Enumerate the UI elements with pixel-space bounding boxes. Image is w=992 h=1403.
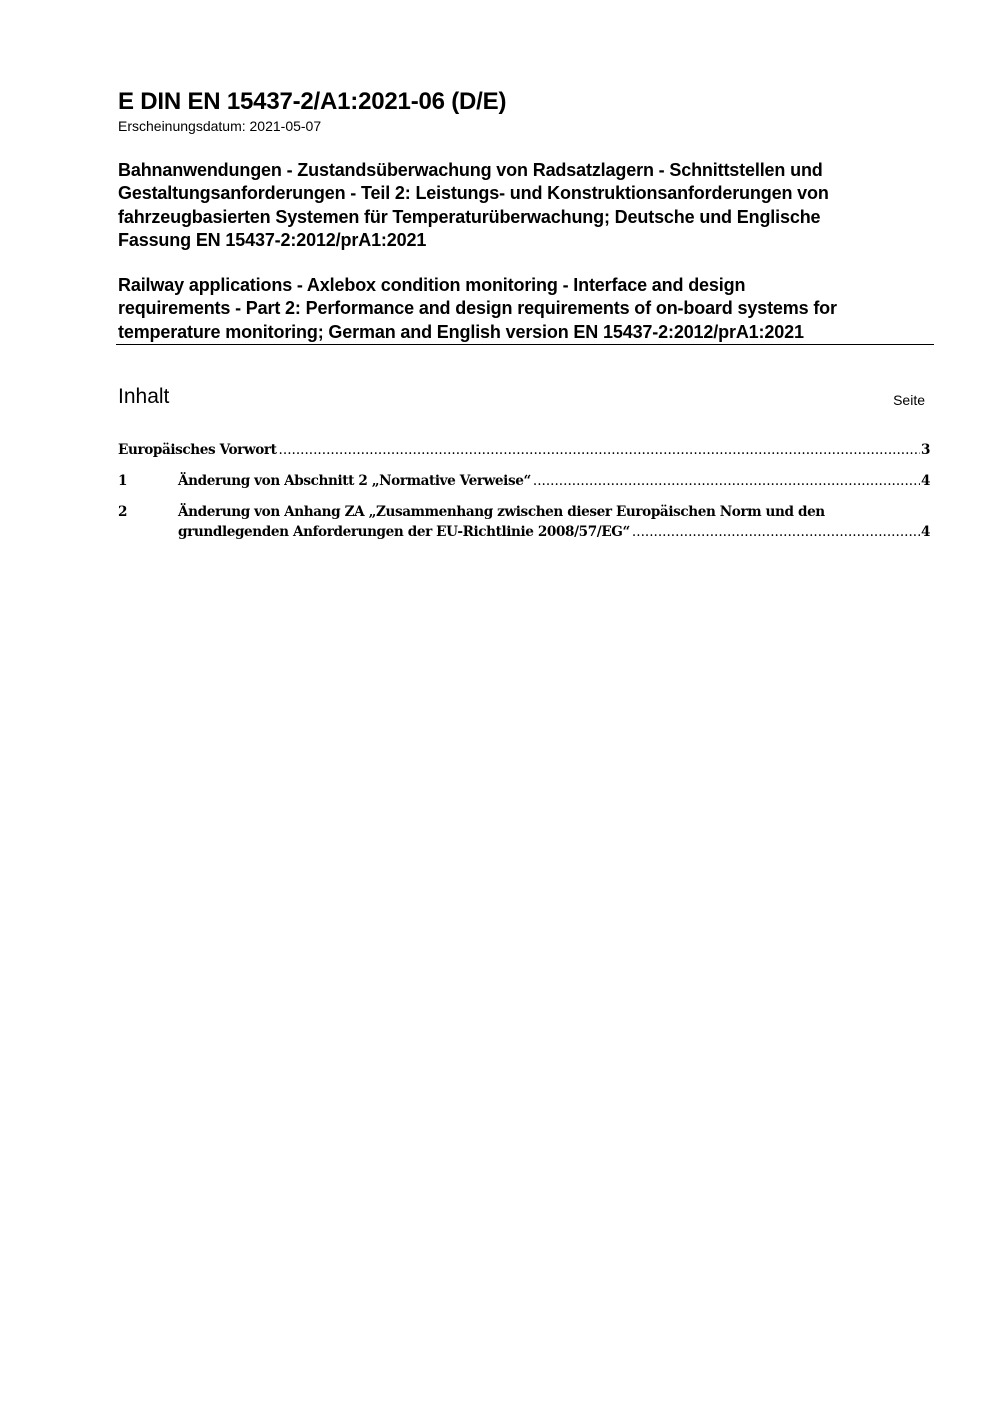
- toc-entry-foreword[interactable]: [118, 440, 930, 460]
- toc-entry-row: [118, 502, 930, 522]
- document-header: [118, 88, 938, 135]
- toc-entry-page: 4: [920, 473, 930, 489]
- toc-entry-number: 1: [118, 473, 128, 489]
- title-german-line: fahrzeugbasierten Systemen für Temperaturüberwachung; Deutsche und Englische: [118, 206, 821, 227]
- toc-heading: Inhalt: [118, 385, 170, 408]
- publication-date: Erscheinungsdatum: 2021-05-07: [118, 118, 322, 134]
- header-divider: [116, 344, 934, 345]
- toc-entry-1[interactable]: [118, 471, 930, 491]
- toc-entry-text: Änderung von Anhang ZA „Zusammenhang zwischen dieser Europäischen Norm und den: [178, 504, 825, 520]
- toc-entry-text: Europäisches Vorwort: [118, 442, 277, 458]
- title-german-line: Gestaltungsanforderungen - Teil 2: Leistungs- und Konstruktionsanforderungen von: [118, 183, 829, 204]
- title-english: [118, 274, 948, 344]
- title-english-line: requirements - Part 2: Performance and design requirements of on-board systems for: [118, 298, 837, 319]
- toc-entry-row: [118, 522, 930, 542]
- toc-dot-leader: [630, 522, 920, 542]
- toc-page-column-label: Seite: [893, 392, 925, 408]
- title-german-line: Fassung EN 15437-2:2012/prA1:2021: [118, 229, 427, 250]
- toc-entry-text-continued: grundlegenden Anforderungen der EU-Richtlinie 2008/57/EG“: [178, 524, 630, 540]
- title-english-line: temperature monitoring; German and English version EN 15437-2:2012/prA1:2021: [118, 321, 804, 342]
- toc-dot-leader: [277, 440, 920, 460]
- toc-entry-number: 2: [118, 504, 128, 520]
- title-german-line: Bahnanwendungen - Zustandsüberwachung von Radsatzlagern - Schnittstellen und: [118, 160, 823, 180]
- toc-entry-2[interactable]: [118, 502, 930, 542]
- toc-entry-text: Änderung von Abschnitt 2 „Normative Verweise“: [178, 473, 531, 489]
- toc-dot-leader: [531, 471, 920, 491]
- toc-entry-page: 3: [920, 442, 930, 458]
- document-id: E DIN EN 15437-2/A1:2021-06 (D/E): [118, 88, 507, 115]
- toc-entry-page: 4: [920, 524, 930, 540]
- table-of-contents: [118, 440, 930, 542]
- title-english-line: Railway applications - Axlebox condition monitoring - Interface and design: [118, 275, 746, 295]
- title-german: [118, 159, 948, 252]
